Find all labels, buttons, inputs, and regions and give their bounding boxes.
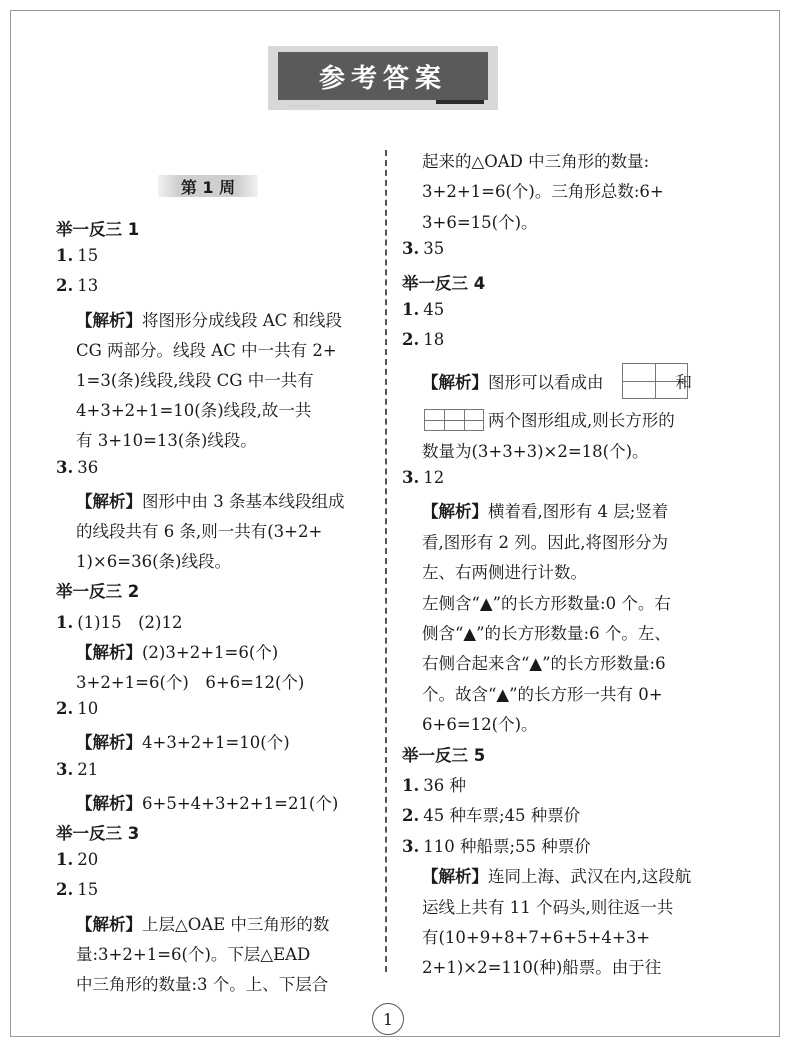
answer-text: 13 bbox=[77, 276, 99, 296]
item-number: 1. bbox=[56, 850, 74, 870]
text-line bbox=[422, 209, 538, 233]
text-line bbox=[76, 548, 231, 572]
text-line bbox=[76, 367, 314, 391]
grid-figure-3x2 bbox=[424, 409, 484, 431]
text-line bbox=[76, 971, 328, 995]
item-number: 1. bbox=[56, 612, 74, 632]
analysis-tag: 【解析】 bbox=[422, 372, 488, 392]
text-line bbox=[422, 650, 666, 674]
title-banner-inner bbox=[278, 52, 488, 100]
item-number: 3. bbox=[402, 468, 420, 487]
answer-text: 18 bbox=[423, 330, 445, 350]
analysis-text: 有 3+10=13(条)线段。 bbox=[76, 431, 257, 451]
text-line bbox=[488, 407, 675, 431]
analysis-text: 左、右两侧进行计数。 bbox=[422, 563, 587, 583]
analysis-text: 1)×6=36(条)线段。 bbox=[76, 552, 231, 572]
text-line bbox=[402, 300, 444, 319]
answer-text: 15 bbox=[77, 880, 99, 900]
analysis-text: (2)3+2+1=6(个) bbox=[142, 642, 279, 662]
analysis-text: 运线上共有 11 个码头,则往返一共 bbox=[422, 897, 674, 917]
text-line bbox=[402, 270, 485, 294]
analysis-text: 上层△OAE 中三角形的数 bbox=[142, 914, 330, 934]
item-number: 2. bbox=[402, 330, 420, 350]
item-number: 1. bbox=[56, 246, 74, 266]
text-line bbox=[76, 337, 337, 361]
text-line bbox=[402, 468, 444, 487]
analysis-tag: 【解析】 bbox=[76, 914, 142, 934]
banner-bar bbox=[436, 100, 484, 104]
answer-text: 36 种 bbox=[423, 776, 466, 795]
text-line bbox=[76, 397, 311, 421]
item-number: 3. bbox=[402, 239, 420, 259]
item-number: 3. bbox=[56, 457, 74, 477]
text-line bbox=[56, 820, 139, 844]
text-line bbox=[422, 498, 668, 522]
text-line bbox=[76, 488, 345, 512]
text-line bbox=[422, 924, 650, 948]
text-line bbox=[422, 438, 649, 462]
analysis-text: 连同上海、武汉在内,这段航 bbox=[488, 867, 692, 887]
section-heading: 举一反三 3 bbox=[56, 824, 140, 843]
text-line bbox=[76, 911, 329, 935]
answer-text: 45 种车票;45 种票价 bbox=[423, 806, 581, 826]
text-line bbox=[76, 307, 342, 331]
answer-text: 15 bbox=[77, 246, 99, 266]
text-line bbox=[76, 427, 257, 451]
analysis-text: 3+2+1=6(个)。三角形总数:6+ bbox=[422, 182, 664, 202]
answer-text: 20 bbox=[77, 850, 99, 870]
title-banner bbox=[268, 46, 498, 110]
analysis-text-tail: 和 bbox=[675, 372, 692, 392]
week-label-text: 第 1 周 bbox=[180, 177, 236, 197]
text-line bbox=[422, 559, 587, 583]
analysis-text: 6+6=12(个)。 bbox=[422, 715, 538, 735]
analysis-tag: 【解析】 bbox=[76, 793, 142, 813]
analysis-text: 3+6=15(个)。 bbox=[422, 212, 538, 232]
text-line bbox=[402, 330, 444, 349]
text-line bbox=[56, 246, 98, 265]
text-line bbox=[56, 458, 98, 477]
answer-text: 110 种船票;55 种票价 bbox=[423, 836, 591, 856]
analysis-text: 图形中由 3 条基本线段组成 bbox=[142, 491, 345, 511]
answer-text: (1)15 (2)12 bbox=[77, 612, 183, 632]
analysis-text: 中三角形的数量:3 个。上、下层合 bbox=[76, 975, 329, 994]
text-line bbox=[422, 369, 692, 393]
week-label bbox=[158, 175, 258, 197]
text-line bbox=[76, 669, 304, 693]
page-number bbox=[372, 1003, 404, 1035]
text-line bbox=[402, 239, 444, 258]
analysis-text: 4+3+2+1=10(条)线段,故一共 bbox=[76, 401, 312, 421]
analysis-text: 看,图形有 2 列。因此,将图形分为 bbox=[422, 532, 668, 552]
item-number: 2. bbox=[56, 880, 74, 900]
analysis-text: 将图形分成线段 AC 和线段 bbox=[142, 310, 343, 330]
answer-text: 21 bbox=[77, 759, 99, 779]
section-heading: 举一反三 1 bbox=[56, 220, 140, 239]
analysis-text: 数量为(3+3+3)×2=18(个)。 bbox=[422, 441, 649, 461]
analysis-tag: 【解析】 bbox=[422, 502, 488, 522]
text-line bbox=[76, 729, 290, 753]
analysis-text: 图形可以看成由 bbox=[488, 372, 604, 392]
text-line bbox=[76, 639, 278, 663]
analysis-text: 右侧合起来含“▲”的长方形数量:6 bbox=[422, 654, 666, 674]
analysis-tag: 【解析】 bbox=[76, 310, 142, 330]
text-line bbox=[56, 850, 98, 869]
text-line bbox=[76, 790, 338, 814]
text-line bbox=[422, 620, 671, 644]
text-line bbox=[422, 863, 691, 887]
answer-text: 12 bbox=[423, 468, 445, 487]
analysis-text: 侧含“▲”的长方形数量:6 个。左、 bbox=[422, 624, 671, 643]
item-number: 3. bbox=[56, 759, 74, 779]
analysis-text: 起来的△OAD 中三角形的数量: bbox=[422, 152, 650, 171]
item-number: 1. bbox=[402, 300, 420, 319]
text-line bbox=[422, 529, 668, 553]
analysis-text: 2+1)×2=110(种)船票。由于往 bbox=[422, 958, 662, 978]
analysis-text: CG 两部分。线段 AC 中一共有 2+ bbox=[76, 340, 337, 360]
analysis-text: 左侧含“▲”的长方形数量:0 个。右 bbox=[422, 593, 671, 613]
text-line bbox=[422, 590, 671, 614]
analysis-text: 的线段共有 6 条,则一共有(3+2+ bbox=[76, 522, 323, 541]
analysis-text: 4+3+2+1=10(个) bbox=[142, 733, 290, 753]
section-heading: 举一反三 5 bbox=[402, 745, 486, 765]
text-line bbox=[422, 148, 649, 172]
text-line bbox=[56, 276, 98, 295]
text-line bbox=[422, 711, 538, 735]
analysis-tag: 【解析】 bbox=[76, 642, 142, 662]
text-line bbox=[422, 681, 663, 705]
text-line bbox=[402, 742, 485, 766]
analysis-text: 个。故含“▲”的长方形一共有 0+ bbox=[422, 684, 663, 704]
item-number: 2. bbox=[402, 806, 420, 826]
analysis-text: 两个图形组成,则长方形的 bbox=[488, 411, 675, 431]
item-number: 1. bbox=[402, 776, 420, 795]
text-line bbox=[402, 772, 466, 796]
text-line bbox=[56, 609, 182, 633]
text-line bbox=[56, 880, 98, 899]
banner-decoration bbox=[286, 95, 322, 106]
text-line bbox=[422, 178, 664, 202]
page-number-text: 1 bbox=[382, 1009, 394, 1029]
answer-text: 35 bbox=[423, 239, 445, 259]
item-number: 2. bbox=[56, 276, 74, 296]
analysis-text: 3+2+1=6(个) 6+6=12(个) bbox=[76, 673, 305, 692]
analysis-tag: 【解析】 bbox=[76, 491, 142, 511]
section-heading: 举一反三 4 bbox=[402, 273, 486, 293]
answer-text: 45 bbox=[423, 300, 445, 319]
text-line bbox=[56, 578, 139, 602]
answer-text: 10 bbox=[77, 699, 99, 719]
analysis-text: 横着看,图形有 4 层;竖着 bbox=[488, 502, 669, 522]
text-line bbox=[76, 518, 322, 542]
analysis-tag: 【解析】 bbox=[422, 867, 488, 887]
analysis-tag: 【解析】 bbox=[76, 733, 142, 753]
item-number: 3. bbox=[402, 836, 420, 856]
page-title: 参考答案 bbox=[318, 63, 447, 94]
text-line bbox=[402, 833, 591, 857]
section-heading: 举一反三 2 bbox=[56, 582, 140, 602]
analysis-text: 量:3+2+1=6(个)。下层△EAD bbox=[76, 944, 311, 964]
text-line bbox=[76, 941, 310, 965]
text-line bbox=[56, 760, 98, 779]
text-line bbox=[56, 699, 98, 718]
text-line bbox=[56, 216, 139, 240]
answer-text: 36 bbox=[77, 457, 99, 477]
text-line bbox=[402, 802, 580, 826]
column-divider bbox=[385, 150, 387, 972]
item-number: 2. bbox=[56, 699, 74, 719]
text-line bbox=[422, 954, 661, 978]
analysis-text: 有(10+9+8+7+6+5+4+3+ bbox=[422, 928, 651, 947]
analysis-text: 1=3(条)线段,线段 CG 中一共有 bbox=[76, 371, 314, 390]
text-line bbox=[422, 894, 673, 918]
analysis-text: 6+5+4+3+2+1=21(个) bbox=[142, 793, 339, 813]
